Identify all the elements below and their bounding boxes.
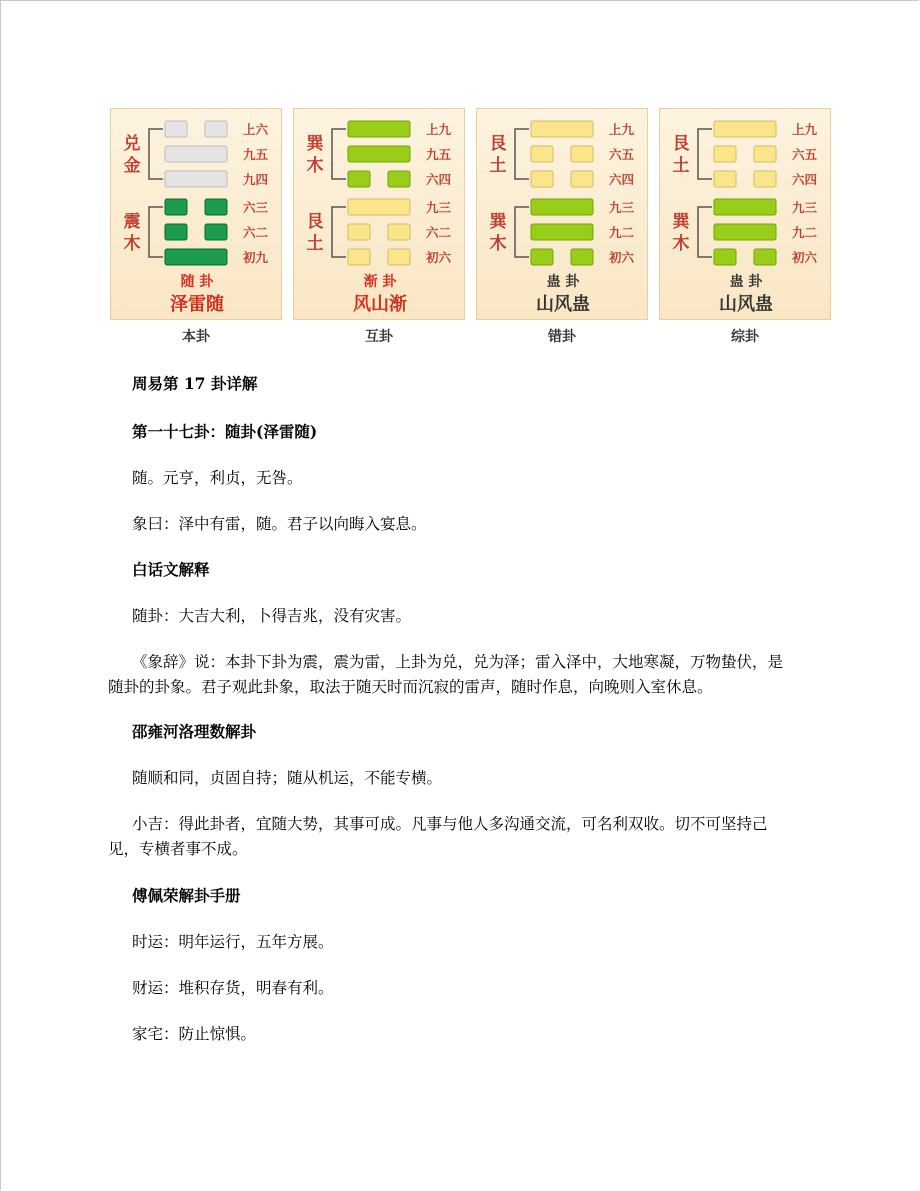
yin-line-right	[205, 121, 227, 137]
trigram-label-char: 巽	[489, 212, 507, 232]
hexagram-bracket	[698, 207, 712, 257]
yin-line-left	[348, 249, 370, 265]
yin-line-left	[714, 171, 736, 187]
yin-line-left	[531, 146, 553, 162]
yang-line	[165, 249, 227, 265]
yang-line	[165, 171, 227, 187]
line-position-label: 上九	[426, 122, 452, 137]
trigram-label-char: 木	[489, 234, 507, 254]
line-position-label: 上九	[792, 122, 818, 137]
line-position-label: 九三	[792, 200, 818, 215]
doc-heading-shaoyong: 邵雍河洛理数解卦	[132, 722, 257, 741]
doc-heading-main: 周易第 17 卦详解	[132, 374, 258, 393]
hexagram-short-name: 蛊 卦	[729, 274, 763, 290]
yang-line	[531, 224, 593, 240]
trigram-label-char: 土	[306, 234, 324, 254]
doc-heading-vernacular: 白话文解释	[132, 560, 210, 579]
yang-line	[348, 146, 410, 162]
hexagram-card-ben	[110, 108, 282, 320]
hexagram-full-name: 山风蛊	[536, 294, 590, 315]
yin-line-left	[531, 249, 553, 265]
hexagram-diagrams	[110, 108, 831, 348]
yin-line-left	[165, 199, 187, 215]
hexagram-card-cuo	[476, 108, 648, 320]
trigram-label-char: 土	[672, 156, 690, 176]
yin-line-right	[388, 224, 410, 240]
yin-line-right	[388, 171, 410, 187]
line-position-label: 六四	[609, 172, 635, 187]
line-position-label: 九三	[609, 200, 635, 215]
trigram-label-char: 巽	[306, 134, 324, 154]
yin-line-left	[714, 146, 736, 162]
doc-paragraph-shaoyong-1: 随顺和同，贞固自持；随从机运，不能专横。	[132, 769, 443, 787]
hexagram-svg-3	[660, 109, 832, 321]
line-position-label: 六二	[243, 225, 269, 240]
hexagram-full-name: 风山渐	[353, 294, 407, 315]
doc-paragraph-xiangci: 《象辞》说：本卦下卦为震，震为雷，上卦为兑，兑为泽；雷入泽中，大地寒凝，万物蛰伏，是随卦的卦象。君子观此卦象，取法于随天时而沉寂的雷声，随时作息，向晚则入室休息。	[108, 653, 784, 696]
doc-paragraph-home: 家宅：防止惊惧。	[132, 1025, 257, 1043]
doc-paragraph-vernacular: 随卦：大吉大利，卜得吉兆，没有灾害。	[132, 607, 412, 625]
hexagram-bracket	[698, 129, 712, 179]
line-position-label: 九五	[243, 147, 269, 162]
hexagram-caption-cuo: 错卦	[548, 329, 576, 345]
hexagram-card-hu	[293, 108, 465, 320]
line-position-label: 六三	[243, 200, 269, 215]
yin-line-right	[571, 171, 593, 187]
hexagram-bracket	[332, 129, 346, 179]
trigram-label-char: 艮	[489, 134, 507, 154]
trigram-label-char: 震	[123, 212, 141, 232]
trigram-label-char: 金	[123, 156, 141, 176]
yin-line-right	[205, 224, 227, 240]
hexagram-svg-2	[477, 109, 649, 321]
hexagram-svg-0	[111, 109, 283, 321]
hexagram-bracket	[149, 129, 163, 179]
line-position-label: 六四	[426, 172, 452, 187]
trigram-label-char: 兑	[123, 134, 141, 154]
doc-heading-hexagram: 第一十七卦：随卦(泽雷随)	[132, 422, 318, 441]
hexagram-full-name: 山风蛊	[719, 294, 773, 315]
yin-line-right	[571, 146, 593, 162]
doc-paragraph-wealth: 财运：堆积存货，明春有利。	[132, 979, 334, 997]
line-position-label: 九四	[243, 172, 269, 187]
trigram-label-char: 木	[672, 234, 690, 254]
hexagram-bracket	[515, 207, 529, 257]
yin-line-left	[531, 171, 553, 187]
yin-line-right	[754, 171, 776, 187]
yin-line-left	[165, 121, 187, 137]
yin-line-left	[348, 224, 370, 240]
hexagram-short-name: 蛊 卦	[546, 274, 580, 290]
yang-line	[714, 121, 776, 137]
yang-line	[165, 146, 227, 162]
yang-line	[348, 199, 410, 215]
hexagram-card-zong	[659, 108, 831, 320]
hexagram-full-name: 泽雷随	[170, 294, 224, 315]
line-position-label: 初九	[243, 250, 269, 265]
line-position-label: 上九	[609, 122, 635, 137]
yin-line-right	[205, 199, 227, 215]
yin-line-left	[348, 171, 370, 187]
doc-paragraph-fortune: 时运：明年运行，五年方展。	[132, 933, 334, 951]
yang-line	[348, 121, 410, 137]
line-position-label: 初六	[426, 250, 452, 265]
yang-line	[531, 199, 593, 215]
line-position-label: 九五	[426, 147, 452, 162]
line-position-label: 六五	[609, 147, 635, 162]
hexagram-short-name: 渐 卦	[363, 274, 397, 290]
doc-paragraph-shaoyong-2: 小吉：得此卦者，宜随大势，其事可成。凡事与他人多沟通交流，可名利双收。切不可坚持己见，专横者事不成。	[108, 815, 768, 858]
hexagram-svg-1	[294, 109, 466, 321]
line-position-label: 九二	[792, 225, 818, 240]
line-position-label: 九二	[609, 225, 635, 240]
yin-line-left	[165, 224, 187, 240]
trigram-label-char: 木	[123, 234, 141, 254]
line-position-label: 六五	[792, 147, 818, 162]
doc-heading-fupeirong: 傅佩荣解卦手册	[132, 886, 241, 905]
line-position-label: 九三	[426, 200, 452, 215]
line-position-label: 六二	[426, 225, 452, 240]
line-position-label: 初六	[792, 250, 818, 265]
hexagram-caption-ben: 本卦	[182, 329, 210, 345]
yang-line	[531, 121, 593, 137]
hexagram-short-name: 随 卦	[180, 274, 214, 290]
yin-line-right	[571, 249, 593, 265]
yang-line	[714, 199, 776, 215]
yin-line-left	[714, 249, 736, 265]
hexagram-bracket	[149, 207, 163, 257]
yin-line-right	[388, 249, 410, 265]
yin-line-right	[754, 249, 776, 265]
trigram-label-char: 木	[306, 156, 324, 176]
hexagram-bracket	[515, 129, 529, 179]
hexagram-caption-hu: 互卦	[365, 329, 393, 345]
hexagram-bracket	[332, 207, 346, 257]
line-position-label: 初六	[609, 250, 635, 265]
doc-paragraph-image: 象曰：泽中有雷，随。君子以向晦入宴息。	[132, 515, 427, 533]
trigram-label-char: 艮	[672, 134, 690, 154]
line-position-label: 六四	[792, 172, 818, 187]
yin-line-right	[754, 146, 776, 162]
hexagram-caption-zong: 综卦	[731, 329, 759, 345]
trigram-label-char: 艮	[306, 212, 324, 232]
yang-line	[714, 224, 776, 240]
line-position-label: 上六	[243, 122, 269, 137]
trigram-label-char: 土	[489, 156, 507, 176]
trigram-label-char: 巽	[672, 212, 690, 232]
doc-paragraph-judgment: 随。元亨，利贞，无咎。	[132, 469, 303, 487]
